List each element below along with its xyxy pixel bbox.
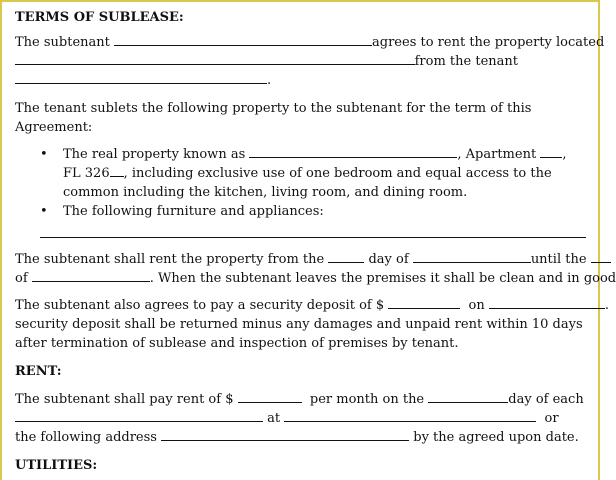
blank-field[interactable]: [238, 390, 302, 403]
bullet-item-property: [15, 145, 590, 202]
text: at: [267, 411, 281, 426]
text: The subtenant shall pay rent of $: [15, 392, 234, 407]
text: .: [604, 298, 610, 313]
blank-field[interactable]: [249, 145, 457, 158]
para1-line1: [15, 33, 605, 52]
para4-line1: [15, 296, 610, 315]
blank-field[interactable]: [540, 145, 562, 158]
blank-field[interactable]: [110, 164, 124, 177]
text: per month on the: [309, 392, 425, 407]
text: .: [267, 73, 272, 88]
text: of: [15, 271, 28, 286]
text: The subtenant also agrees to pay a security deposit of $: [15, 298, 385, 313]
text: by the agreed upon date.: [413, 430, 579, 445]
blank-field[interactable]: [489, 296, 605, 309]
para5-line3: [15, 428, 590, 447]
blank-field[interactable]: [328, 250, 364, 263]
para1-line2: [15, 52, 590, 71]
para2: The tenant sublets the following property to the subtenant for the term of this Agreement:: [15, 101, 532, 135]
text: The subtenant: [15, 35, 110, 50]
text: from the tenant: [414, 54, 518, 69]
text: The following furniture and appliances:: [63, 204, 324, 219]
blank-field[interactable]: [40, 225, 586, 238]
blank-field[interactable]: [428, 390, 508, 403]
para3-line1: [15, 250, 590, 269]
blank-field[interactable]: [161, 428, 409, 441]
blank-field[interactable]: [114, 33, 372, 46]
blank-field[interactable]: [15, 409, 263, 422]
blank-field[interactable]: [15, 52, 415, 65]
text: , including exclusive use of one bedroom and equal access to the common including the kitchen, living room, and dining room.: [63, 166, 552, 200]
blank-field[interactable]: [413, 250, 531, 263]
furniture-line: [15, 225, 590, 244]
blank-field[interactable]: [388, 296, 460, 309]
text: . When the subtenant leaves the premises it shall be clean and in good: [149, 271, 616, 286]
blank-field[interactable]: [15, 71, 267, 84]
blank-field[interactable]: [591, 250, 611, 263]
bullet-dot: •: [40, 147, 48, 162]
para3-line2: [15, 269, 616, 288]
bullet-dot: •: [40, 204, 48, 219]
para5-line1: [15, 390, 590, 409]
blank-field[interactable]: [32, 269, 150, 282]
heading-terms: TERMS OF SUBLEASE:: [15, 10, 184, 25]
para1-line3: [15, 71, 590, 90]
text: on: [468, 298, 485, 313]
blank-field[interactable]: [284, 409, 536, 422]
text: day of: [368, 252, 409, 267]
text: until the: [530, 252, 587, 267]
text: The real property known as: [63, 147, 246, 162]
para4-rest: security deposit shall be returned minus any damages and unpaid rent within 10 days after termination of sublease and inspection of premises by tenant.: [15, 317, 583, 351]
text: the following address: [15, 430, 157, 445]
para5-line2: [15, 409, 590, 428]
text: agrees to rent the property located: [372, 35, 605, 50]
text: ,: [562, 147, 567, 162]
text: FL 326: [63, 166, 110, 181]
text: The subtenant shall rent the property from the: [15, 252, 325, 267]
text: day of each: [508, 392, 584, 407]
text: , Apartment: [457, 147, 537, 162]
document-page: [15, 8, 616, 475]
bullet-item-furniture: [15, 202, 590, 221]
heading-utilities: UTILITIES:: [15, 458, 98, 473]
text: or: [544, 411, 559, 426]
heading-rent: RENT:: [15, 364, 62, 379]
